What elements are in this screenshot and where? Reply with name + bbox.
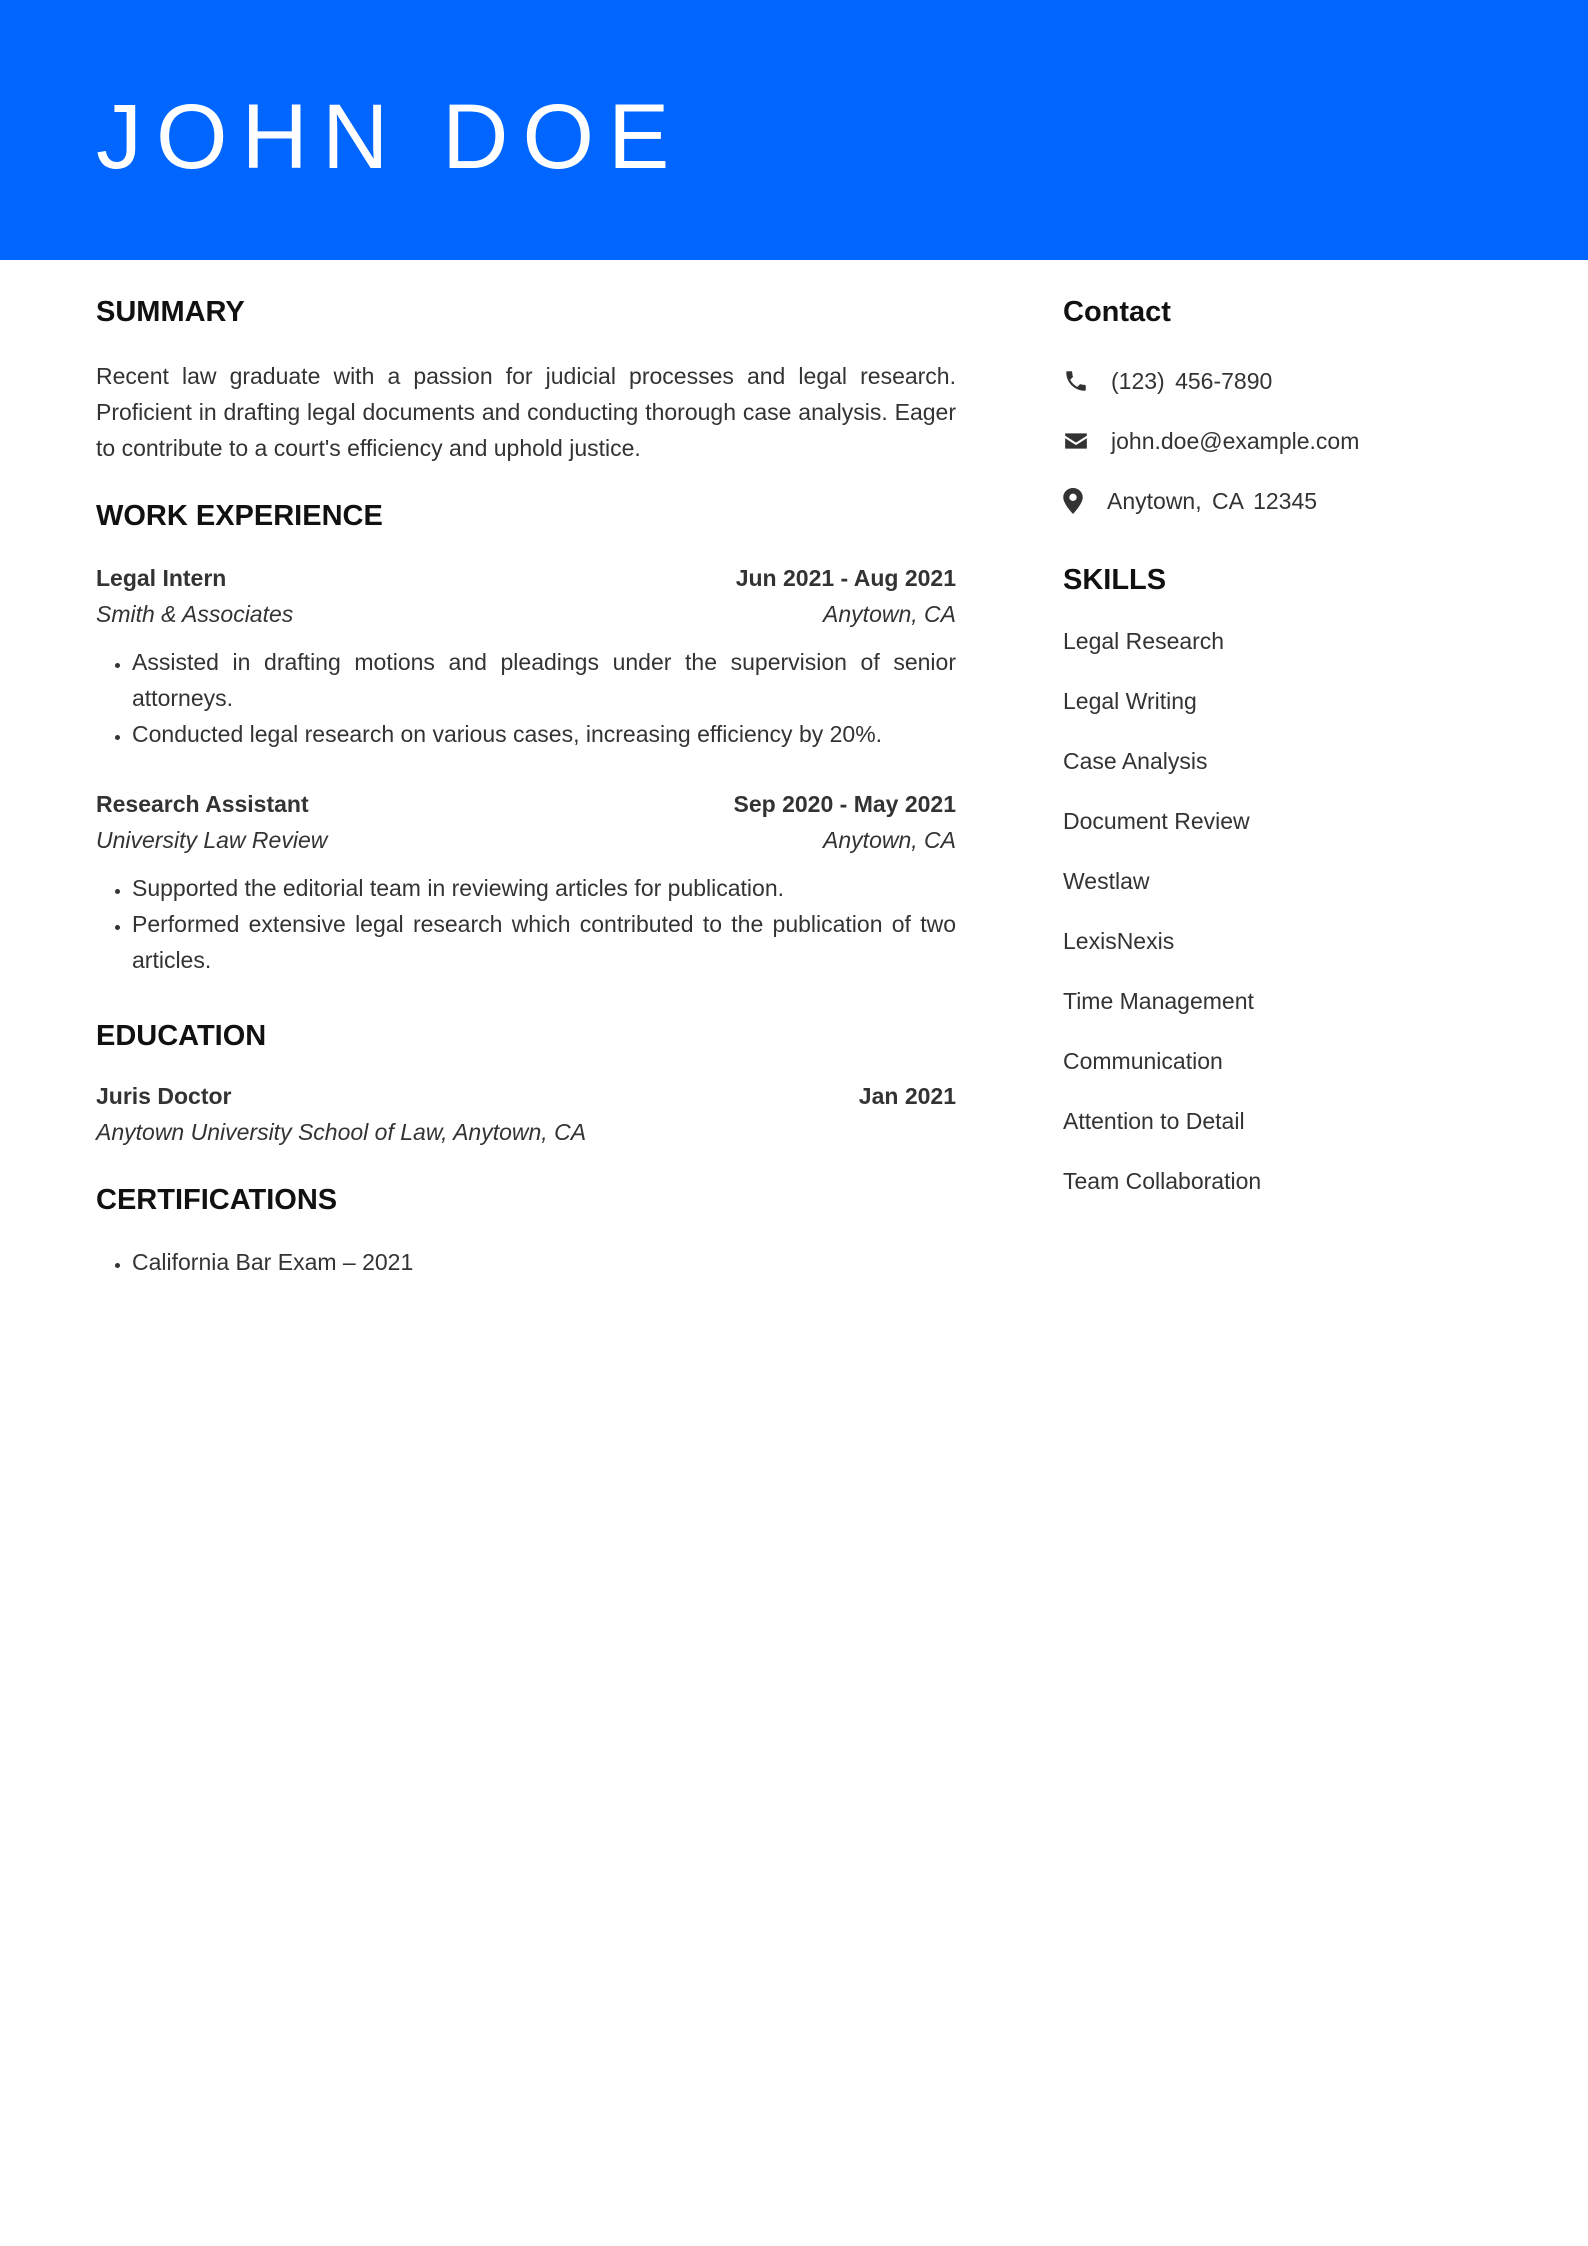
job-title: Legal Intern [96, 565, 227, 591]
phone-icon [1063, 368, 1089, 394]
education-date: Jan 2021 [858, 1083, 956, 1109]
work-experience-heading: WORK EXPERIENCE [96, 500, 383, 532]
contact-phone [1063, 366, 1503, 396]
header-banner [0, 0, 1588, 260]
job-company: Smith & Associates [96, 601, 294, 627]
education-entry [96, 1078, 956, 1150]
envelope-icon [1063, 428, 1089, 454]
job-location: Anytown, CA [823, 601, 956, 627]
skill-item: Legal Writing [1063, 688, 1197, 714]
certifications-section [96, 1184, 956, 1280]
phone-number: (123) 456-7890 [1111, 368, 1273, 394]
candidate-name: JOHN DOE [96, 86, 684, 188]
skill-item: Attention to Detail [1063, 1108, 1245, 1134]
job-entry [96, 786, 956, 978]
skill-item: Westlaw [1063, 868, 1150, 894]
skill-item: Legal Research [1063, 628, 1225, 654]
job-entry [96, 560, 956, 752]
job-bullet: • Supported the editorial team in reviewing articles for publication. [132, 870, 956, 906]
main-column [96, 296, 956, 1280]
school: Anytown University School of Law, Anytown, CA [96, 1119, 587, 1145]
skill-item: Team Collaboration [1063, 1168, 1262, 1194]
job-bullet: • Performed extensive legal research which contributed to the publication of two articles. [132, 906, 956, 978]
skill-item: Time Management [1063, 988, 1254, 1014]
job-company: University Law Review [96, 827, 328, 853]
contact-location [1063, 486, 1503, 516]
skills-heading: SKILLS [1063, 564, 1167, 596]
skill-item: LexisNexis [1063, 928, 1175, 954]
job-dates: Sep 2020 - May 2021 [733, 791, 956, 817]
education-section [96, 1020, 956, 1150]
skills-section [1063, 564, 1503, 1196]
contact-email [1063, 426, 1503, 456]
work-experience-section [96, 500, 956, 978]
job-bullet: • Conducted legal research on various cases, increasing efficiency by 20%. [132, 716, 956, 752]
certifications-heading: CERTIFICATIONS [96, 1184, 338, 1216]
summary-heading: SUMMARY [96, 296, 245, 328]
job-title: Research Assistant [96, 791, 309, 817]
job-bullets [96, 644, 956, 752]
job-bullet: • Assisted in drafting motions and pleadings under the supervision of senior attorneys. [132, 644, 956, 716]
skill-item: Case Analysis [1063, 748, 1208, 774]
contact-section [1063, 296, 1503, 516]
skills-list [1063, 626, 1503, 1196]
job-location: Anytown, CA [823, 827, 956, 853]
summary-section [96, 296, 956, 466]
summary-text: Recent law graduate with a passion for judicial processes and legal research. Proficient in drafting legal documents and conducting thorough case analysis. Eager to contribute to a court's efficiency and uphold justice. [96, 363, 956, 461]
map-pin-icon [1063, 488, 1083, 514]
contact-heading: Contact [1063, 296, 1171, 328]
certifications-list [96, 1244, 956, 1280]
location-text: Anytown, CA 12345 [1107, 488, 1318, 514]
degree: Juris Doctor [96, 1083, 232, 1109]
job-bullets [96, 870, 956, 978]
email-address: john.doe@example.com [1111, 428, 1360, 454]
job-dates: Jun 2021 - Aug 2021 [735, 565, 956, 591]
sidebar-column [1063, 296, 1503, 1226]
skill-item: Document Review [1063, 808, 1250, 834]
certification-item: • California Bar Exam – 2021 [132, 1244, 956, 1280]
skill-item: Communication [1063, 1048, 1223, 1074]
education-heading: EDUCATION [96, 1020, 267, 1052]
